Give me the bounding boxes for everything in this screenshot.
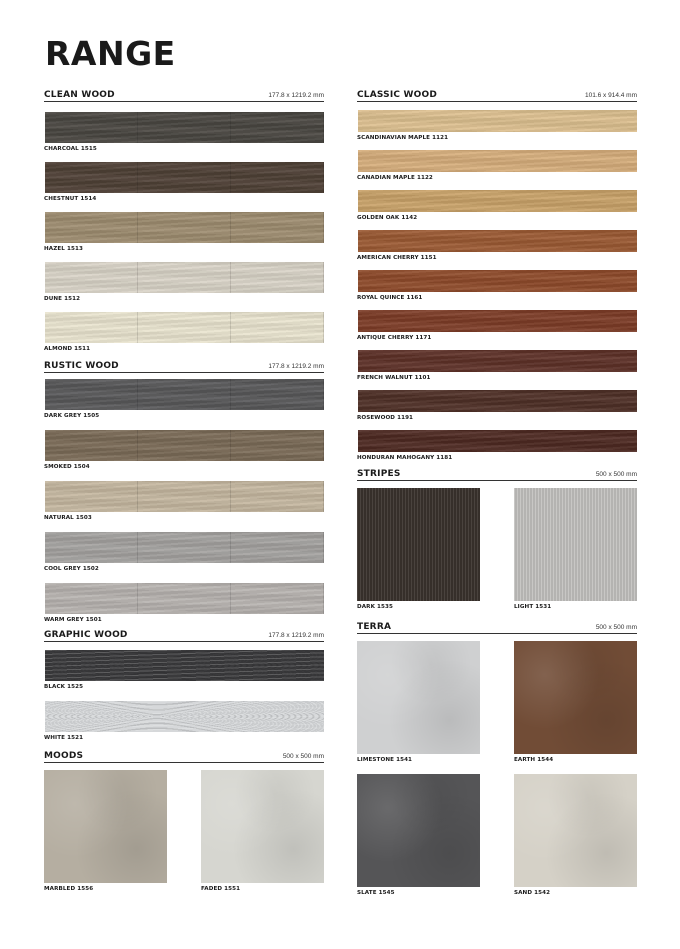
swatch-chestnut <box>44 162 324 203</box>
swatch-limestone <box>357 641 480 764</box>
tile-swatch <box>201 770 324 883</box>
plank-swatch <box>358 110 637 132</box>
section-title: CLEAN WOOD <box>44 90 115 100</box>
tile-row <box>44 770 324 893</box>
swatch-canadian-maple <box>357 150 637 182</box>
section-title: MOODS <box>44 751 84 761</box>
swatch-label: DUNE 1512 <box>44 296 81 302</box>
swatch-label: NATURAL 1503 <box>44 515 92 521</box>
swatch-label: HAZEL 1513 <box>44 246 83 252</box>
swatch-label: COOL GREY 1502 <box>44 566 99 572</box>
swatch-black <box>44 650 324 691</box>
swatch-label: DARK GREY 1505 <box>44 413 100 419</box>
section-title: CLASSIC WOOD <box>357 90 438 100</box>
plank-swatch <box>358 430 637 452</box>
swatch-label: ANTIQUE CHERRY 1171 <box>357 335 432 341</box>
swatch-label: AMERICAN CHERRY 1151 <box>357 255 437 261</box>
section-dimensions: 177.8 x 1219.2 mm <box>268 92 324 99</box>
plank-swatch <box>358 230 637 252</box>
swatch-label: ROSEWOOD 1191 <box>357 415 414 421</box>
swatch-cool-grey <box>44 532 324 573</box>
swatch-almond <box>44 312 324 353</box>
section-clean-wood <box>44 88 324 353</box>
swatch-label: CANADIAN MAPLE 1122 <box>357 175 433 181</box>
section-header <box>44 88 324 102</box>
swatch-label: ROYAL QUINCE 1161 <box>357 295 423 301</box>
tile-swatch <box>514 641 637 754</box>
plank-swatch <box>45 701 324 732</box>
left-column <box>44 88 324 893</box>
tile-row <box>357 641 637 764</box>
swatch-hazel <box>44 212 324 253</box>
tile-swatch <box>357 488 480 601</box>
plank-swatch <box>358 190 637 212</box>
plank-swatch <box>45 583 324 614</box>
swatch-label: FADED 1551 <box>201 886 241 892</box>
section-title: RUSTIC WOOD <box>44 361 119 371</box>
swatch-label: DARK 1535 <box>357 604 394 610</box>
swatch-white <box>44 701 324 742</box>
swatch-dark <box>357 488 480 611</box>
swatch-list <box>44 112 324 353</box>
swatch-label: WHITE 1521 <box>44 735 84 741</box>
tile-row <box>357 774 637 897</box>
plank-swatch <box>358 270 637 292</box>
plank-swatch <box>45 379 324 410</box>
section-header <box>44 749 324 763</box>
swatch-charcoal <box>44 112 324 153</box>
plank-swatch <box>45 532 324 563</box>
swatch-list <box>44 379 324 624</box>
tile-swatch <box>514 774 637 887</box>
page-title: RANGE <box>45 34 176 73</box>
swatch-rosewood <box>357 390 637 422</box>
swatch-label: LIMESTONE 1541 <box>357 757 413 763</box>
swatch-dark-grey <box>44 379 324 420</box>
section-header <box>44 359 324 373</box>
section-dimensions: 101.6 x 914.4 mm <box>584 92 637 99</box>
section-dimensions: 177.8 x 1219.2 mm <box>268 363 324 370</box>
swatch-label: ALMOND 1511 <box>44 346 91 352</box>
swatch-honduran-mahogany <box>357 430 637 462</box>
swatch-label: SAND 1542 <box>514 890 551 896</box>
section-header <box>357 620 637 634</box>
plank-swatch <box>45 430 324 461</box>
swatch-label: SCANDINAVIAN MAPLE 1121 <box>357 135 449 141</box>
section-classic-wood <box>357 88 637 462</box>
tile-swatch <box>44 770 167 883</box>
plank-swatch <box>358 150 637 172</box>
swatch-antique-cherry <box>357 310 637 342</box>
section-dimensions: 500 x 500 mm <box>282 753 324 760</box>
section-dimensions: 177.8 x 1219.2 mm <box>268 632 324 639</box>
plank-swatch <box>45 262 324 293</box>
swatch-label: HONDURAN MAHOGANY 1181 <box>357 455 453 461</box>
swatch-label: SLATE 1545 <box>357 890 395 896</box>
plank-swatch <box>45 481 324 512</box>
swatch-label: EARTH 1544 <box>514 757 554 763</box>
section-stripes <box>357 467 637 611</box>
plank-swatch <box>45 112 324 143</box>
swatch-marbled <box>44 770 167 893</box>
tile-swatch <box>357 774 480 887</box>
section-title: GRAPHIC WOOD <box>44 630 128 640</box>
plank-swatch <box>45 312 324 343</box>
swatch-list <box>44 650 324 742</box>
swatch-golden-oak <box>357 190 637 222</box>
swatch-light <box>514 488 637 611</box>
swatch-label: LIGHT 1531 <box>514 604 552 610</box>
section-header <box>44 628 324 642</box>
section-graphic-wood <box>44 628 324 742</box>
plank-swatch <box>45 162 324 193</box>
swatch-label: GOLDEN OAK 1142 <box>357 215 418 221</box>
tile-swatch <box>357 641 480 754</box>
swatch-faded <box>201 770 324 893</box>
swatch-warm-grey <box>44 583 324 624</box>
swatch-label: SMOKED 1504 <box>44 464 90 470</box>
swatch-natural <box>44 481 324 522</box>
tile-row <box>357 488 637 611</box>
section-rustic-wood <box>44 359 324 624</box>
swatch-list <box>357 110 637 462</box>
swatch-label: WARM GREY 1501 <box>44 617 102 623</box>
section-header <box>357 88 637 102</box>
section-dimensions: 500 x 500 mm <box>595 624 637 631</box>
right-column <box>357 88 637 897</box>
plank-swatch <box>358 390 637 412</box>
section-terra <box>357 620 637 897</box>
swatch-label: CHESTNUT 1514 <box>44 196 97 202</box>
swatch-american-cherry <box>357 230 637 262</box>
swatch-label: MARBLED 1556 <box>44 886 94 892</box>
swatch-royal-quince <box>357 270 637 302</box>
swatch-scandinavian-maple <box>357 110 637 142</box>
section-moods <box>44 749 324 893</box>
section-title: STRIPES <box>357 469 401 479</box>
swatch-french-walnut <box>357 350 637 382</box>
plank-swatch <box>358 350 637 372</box>
section-header <box>357 467 637 481</box>
plank-swatch <box>358 310 637 332</box>
section-dimensions: 500 x 500 mm <box>595 471 637 478</box>
swatch-slate <box>357 774 480 897</box>
tile-swatch <box>514 488 637 601</box>
swatch-label: BLACK 1525 <box>44 684 84 690</box>
swatch-sand <box>514 774 637 897</box>
swatch-label: FRENCH WALNUT 1101 <box>357 375 431 381</box>
section-title: TERRA <box>357 622 392 632</box>
swatch-dune <box>44 262 324 303</box>
swatch-label: CHARCOAL 1515 <box>44 146 97 152</box>
swatch-smoked <box>44 430 324 471</box>
swatch-earth <box>514 641 637 764</box>
plank-swatch <box>45 212 324 243</box>
plank-swatch <box>45 650 324 681</box>
